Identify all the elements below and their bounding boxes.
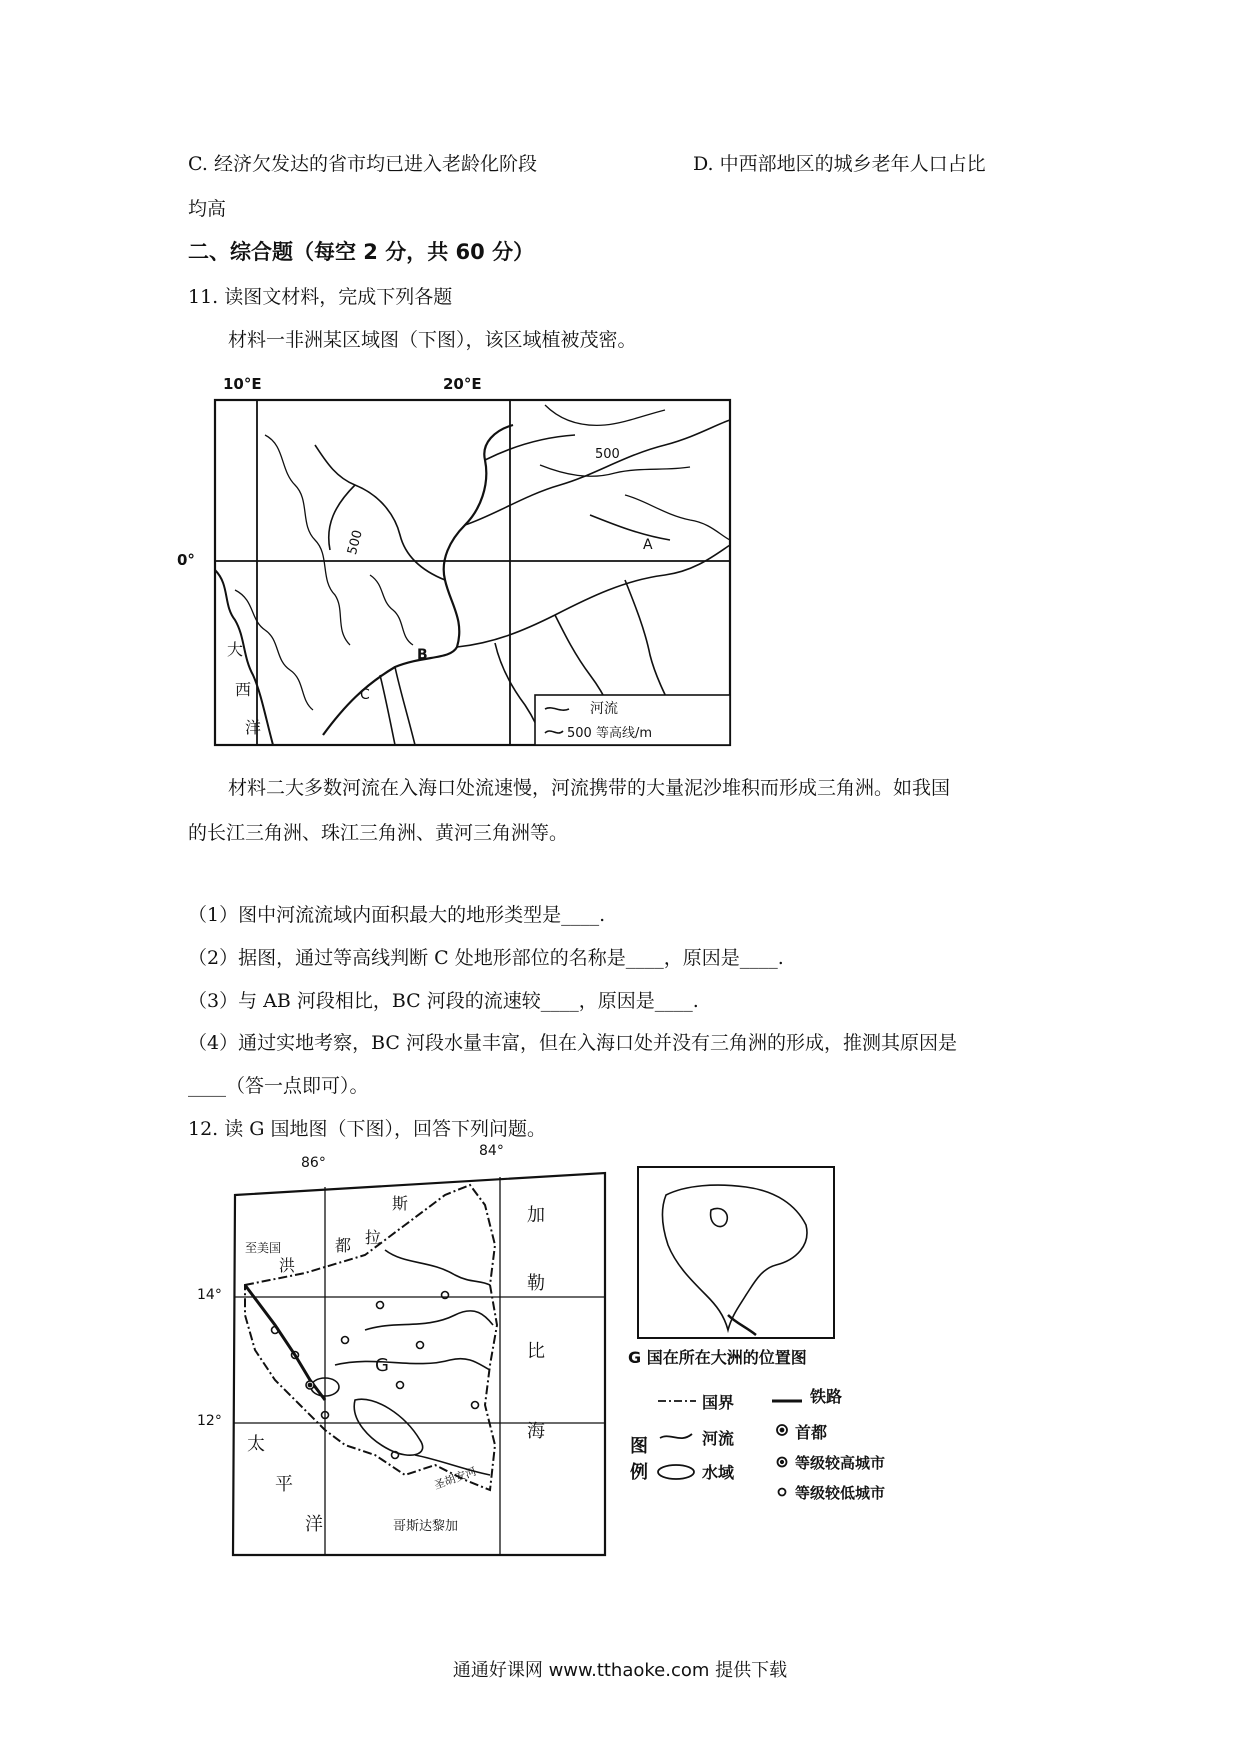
legend-rail: 铁路 (810, 1387, 843, 1406)
map2-legend (630, 1380, 930, 1540)
san-juan-river-label: 圣胡安河 (432, 1464, 479, 1493)
point-a: A (643, 537, 653, 553)
option-d: D. 中西部地区的城乡老年人口占比 (693, 153, 986, 175)
longitude-10e: 10°E (223, 375, 262, 393)
map2-char-hong: 洪 (279, 1256, 296, 1275)
pacific-char-2: 平 (275, 1474, 293, 1495)
latitude-12: 12° (197, 1413, 222, 1429)
g-country-map (197, 1143, 615, 1565)
caribbean-char-1: 加 (527, 1205, 545, 1226)
legend-capital: 首都 (795, 1423, 828, 1442)
question-11-4: （4）通过实地考察，BC 河段水量丰富，但在入海口处并没有三角洲的形成，推测其原因是 (188, 1032, 957, 1054)
legend-water: 水域 (702, 1463, 735, 1482)
contour-label-1: 500 (344, 528, 366, 557)
longitude-20e: 20°E (443, 375, 482, 393)
question-11-3: （3）与 AB 河段相比，BC 河段的流速较____，原因是____. (188, 990, 699, 1012)
latitude-14: 14° (197, 1287, 222, 1303)
caribbean-char-2: 勒 (527, 1273, 545, 1294)
contour-label-2: 500 (595, 447, 620, 462)
material-2-line-2: 的长江三角洲、珠江三角洲、黄河三角洲等。 (188, 822, 569, 844)
map2-char-du: 都 (335, 1236, 352, 1255)
question-12: 12. 读 G 国地图（下图），回答下列问题。 (188, 1118, 547, 1140)
ocean-char-2: 西 (235, 680, 252, 699)
legend-border: 国界 (702, 1393, 735, 1412)
map2-char-si: 斯 (392, 1194, 409, 1213)
point-c: C (360, 687, 370, 703)
to-usa-label: 至美国 (245, 1241, 282, 1255)
country-g-label: G (375, 1355, 389, 1376)
legend-contour: 500 等高线/m (567, 726, 652, 741)
legend-high-city: 等级较高城市 (795, 1454, 886, 1472)
map2-char-la: 拉 (365, 1228, 382, 1247)
question-11: 11. 读图文材料，完成下列各题 (188, 286, 453, 308)
option-c: C. 经济欠发达的省市均已进入老龄化阶段 (188, 153, 537, 175)
legend-low-city: 等级较低城市 (795, 1484, 886, 1502)
legend-river: 河流 (590, 701, 618, 717)
legend-title-1: 图 (630, 1436, 648, 1457)
africa-region-map (177, 375, 755, 750)
pacific-char-1: 太 (247, 1434, 265, 1455)
longitude-84: 84° (479, 1143, 504, 1159)
legend-title-2: 例 (630, 1462, 648, 1483)
inset-north-america-map (636, 1165, 836, 1340)
pacific-char-3: 洋 (305, 1514, 323, 1535)
question-11-4-continued: ____（答一点即可）。 (188, 1075, 369, 1097)
latitude-0: 0° (177, 551, 195, 569)
caribbean-char-4: 海 (527, 1421, 545, 1442)
ocean-char-1: 大 (227, 640, 244, 659)
legend-river: 河流 (702, 1429, 735, 1448)
material-2-line-1: 材料二大多数河流在入海口处流速慢，河流携带的大量泥沙堆积而形成三角洲。如我国 (228, 777, 951, 799)
material-1: 材料一非洲某区域图（下图），该区域植被茂密。 (228, 329, 637, 351)
question-11-2: （2）据图，通过等高线判断 C 处地形部位的名称是____，原因是____. (188, 947, 784, 969)
caribbean-char-3: 比 (527, 1341, 545, 1362)
point-b: B (417, 647, 428, 663)
ocean-char-3: 洋 (245, 718, 262, 737)
option-d-continued: 均高 (188, 198, 227, 220)
section-heading: 二、综合题（每空 2 分，共 60 分） (188, 240, 535, 264)
longitude-86: 86° (301, 1155, 326, 1171)
question-11-1: （1）图中河流流域内面积最大的地形类型是____. (188, 904, 606, 926)
inset-caption: G 国在所在大洲的位置图 (628, 1348, 807, 1367)
page-footer: 通通好课网 www.tthaoke.com 提供下载 (452, 1660, 788, 1681)
costa-rica-label: 哥斯达黎加 (393, 1519, 459, 1534)
